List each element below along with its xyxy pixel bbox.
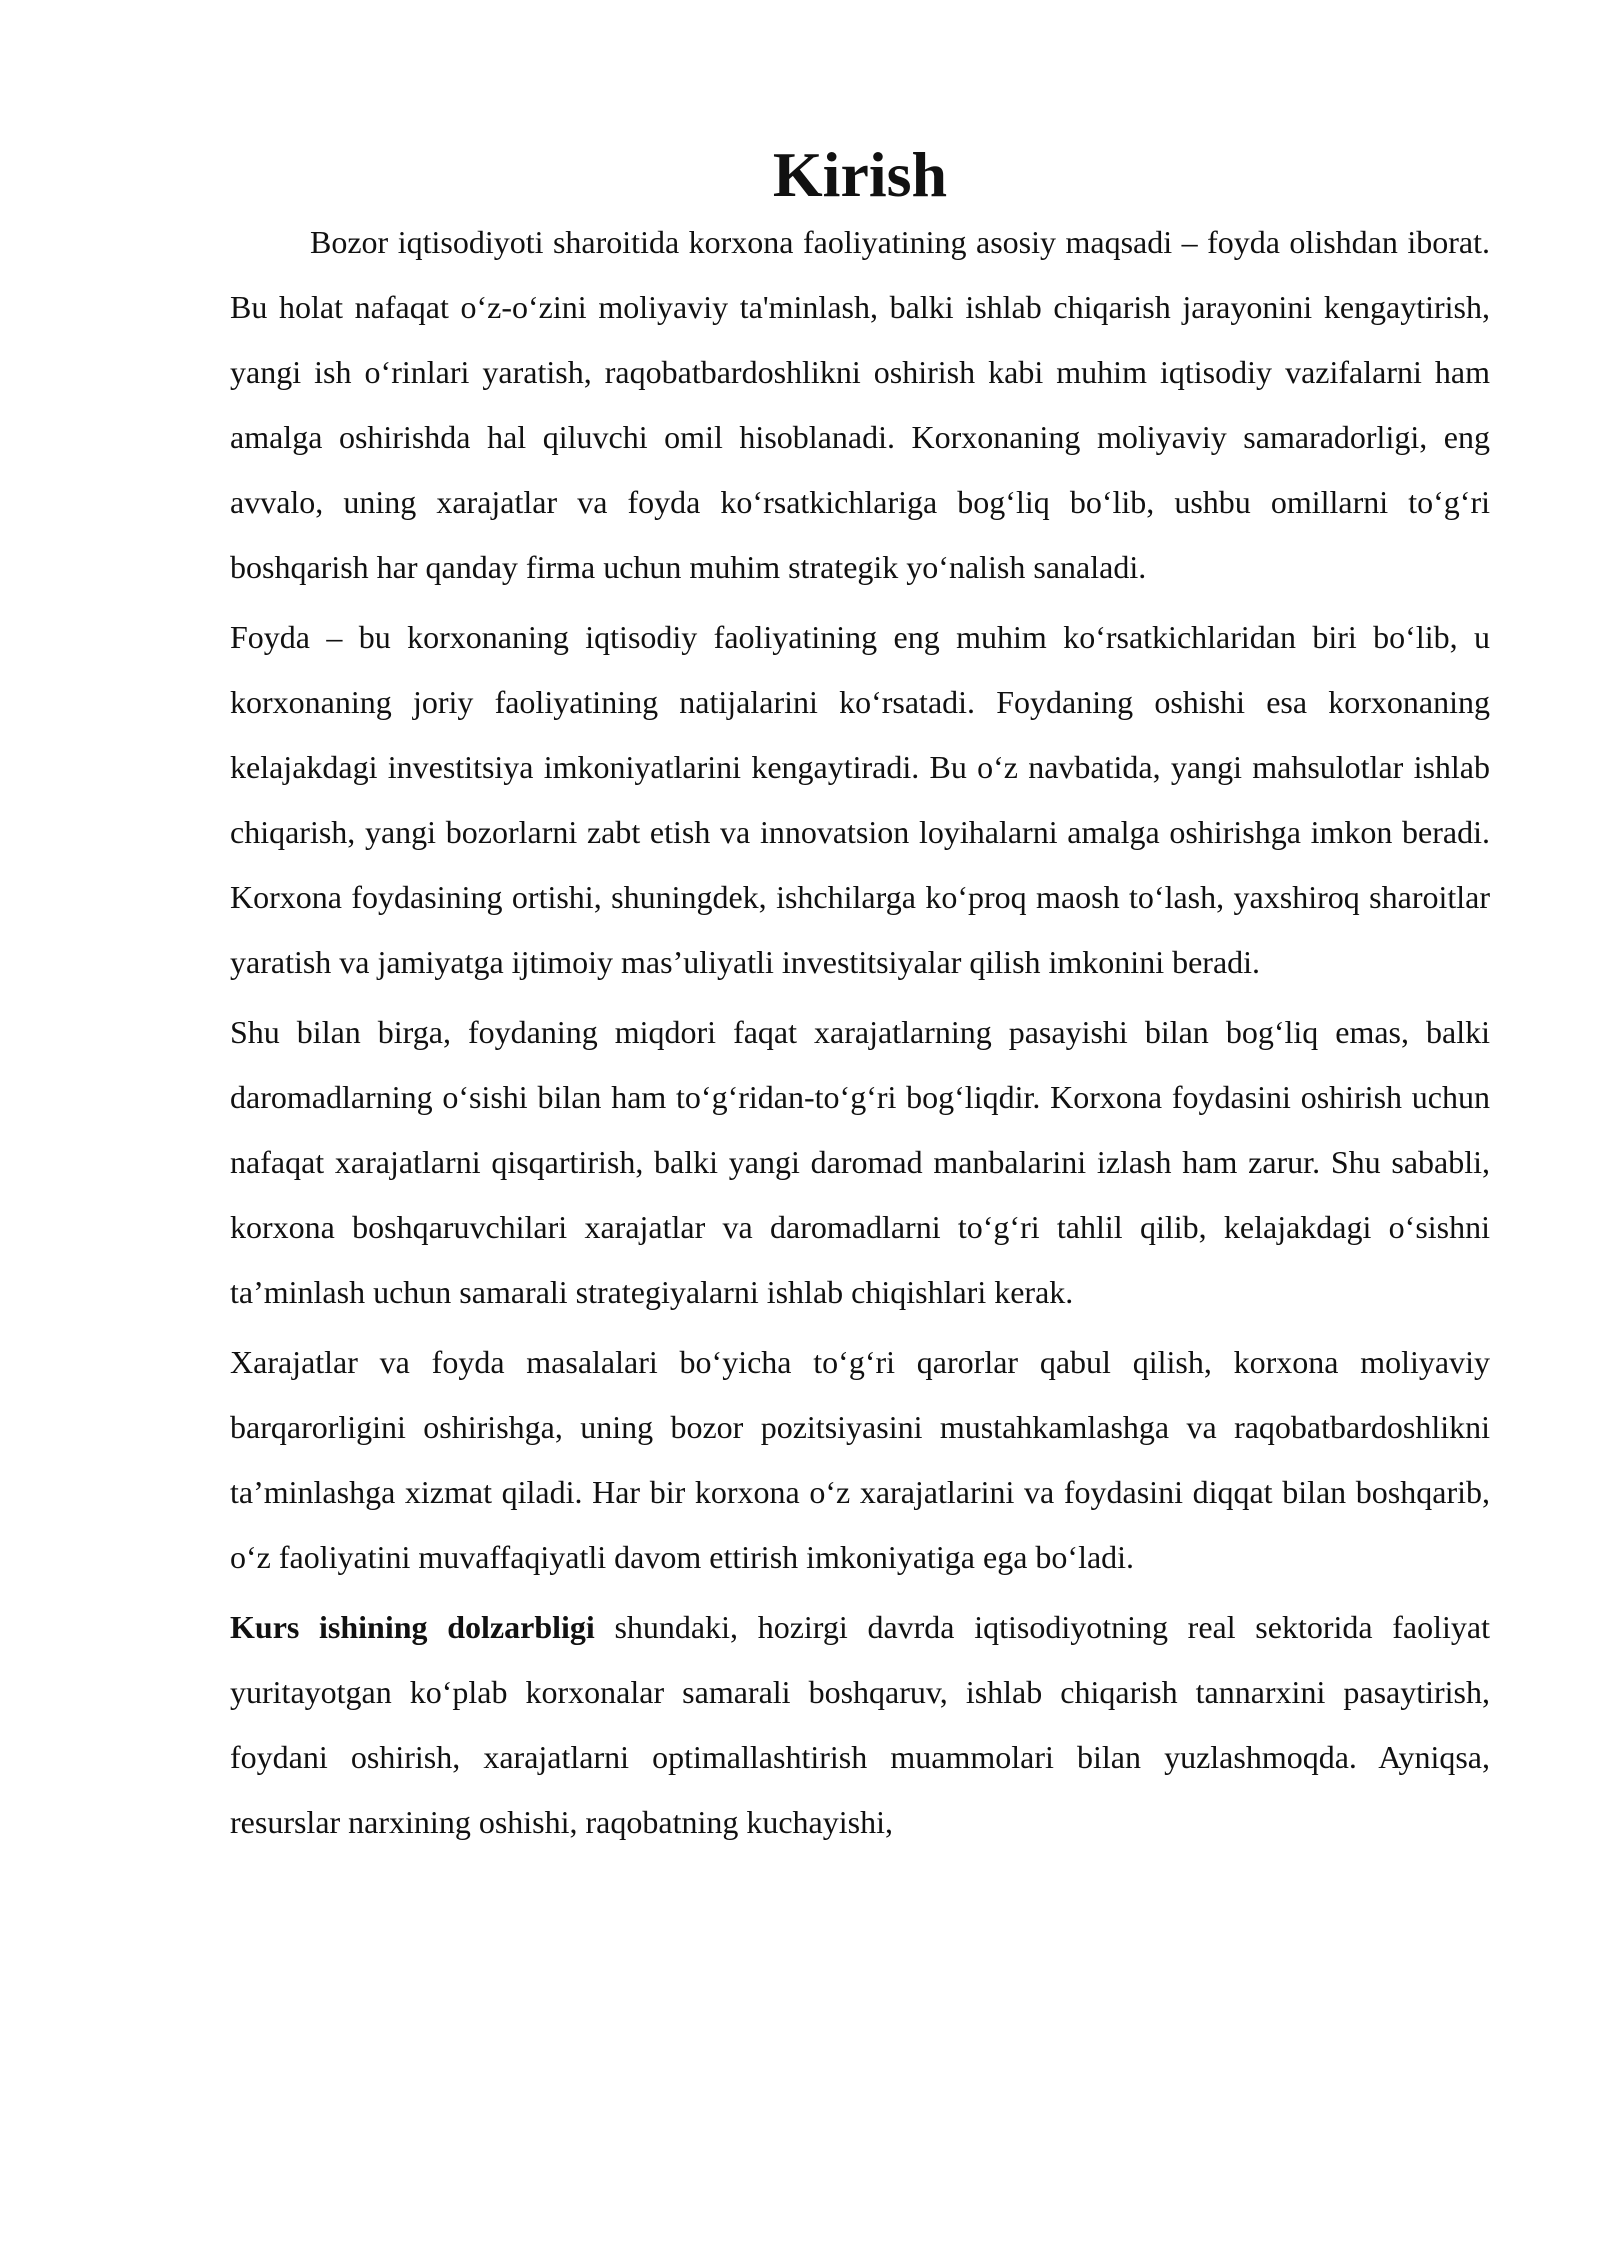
relevance-text: shundaki, hozirgi davrda iqtisodiyotning real sektorida faoliyat yuritayotgan ko‘plab korxonalar samarali boshqaruv, ishlab chiqarish tannarxini pasaytirish, foydani oshirish, xarajatlarni optimallashtirish muammolari bilan yuzlashmoqda. Ayniqsa, resurslar narxining oshishi, raqobatning kuchayishi,: [230, 1609, 1491, 1840]
paragraph-intro: Bozor iqtisodiyoti sharoitida korxona faoliyatining asosiy maqsadi – foyda olishdan iborat. Bu holat nafaqat o‘z-o‘zini moliyaviy ta'minlash, balki ishlab chiqarish jarayonini kengaytirish, yangi ish o‘rinlari yaratish, raqobatbardoshlikni oshirish kabi muhim iqtisodiy vazifalarni ham amalga oshirishda hal qiluvchi omil hisoblanadi. Korxonaning moliyaviy samaradorligi, eng avvalo, uning xarajatlar va foyda ko‘rsatkichlariga bog‘liq bo‘lib, ushbu omillarni to‘g‘ri boshqarish har qanday firma uchun muhim strategik yo‘nalish sanaladi.: [230, 224, 1490, 585]
page-title: Kirish: [772, 139, 948, 210]
document-body: [230, 139, 1491, 1855]
paragraph-revenue: Shu bilan birga, foydaning miqdori faqat xarajatlarning pasayishi bilan bog‘liq emas, balki daromadlarning o‘sishi bilan ham to‘g‘ridan-to‘g‘ri bog‘liqdir. Korxona foydasini oshirish uchun nafaqat xarajatlarni qisqartirish, balki yangi daromad manbalarini izlash ham zarur. Shu sababli, korxona boshqaruvchilari xarajatlar va daromadlarni to‘g‘ri tahlil qilib, kelajakdagi o‘sishni ta’minlash uchun samarali strategiyalarni ishlab chiqishlari kerak.: [230, 1014, 1490, 1310]
relevance-lead: Kurs ishining dolzarbligi: [230, 1609, 595, 1645]
paragraph-profit: Foyda – bu korxonaning iqtisodiy faoliyatining eng muhim ko‘rsatkichlaridan biri bo‘lib, u korxonaning joriy faoliyatining natijalarini ko‘rsatadi. Foydaning oshishi esa korxonaning kelajakdagi investitsiya imkoniyatlarini kengaytiradi. Bu o‘z navbatida, yangi mahsulotlar ishlab chiqarish, yangi bozorlarni zabt etish va innovatsion loyihalarni amalga oshirishga imkon beradi. Korxona foydasining ortishi, shuningdek, ishchilarga ko‘proq maosh to‘lash, yaxshiroq sharoitlar yaratish va jamiyatga ijtimoiy mas’uliyatli investitsiyalar qilish imkonini beradi.: [230, 619, 1490, 980]
paragraph-relevance: [230, 1595, 1490, 1855]
paragraph-decisions: Xarajatlar va foyda masalalari bo‘yicha to‘g‘ri qarorlar qabul qilish, korxona moliyaviy barqarorligini oshirishga, uning bozor pozitsiyasini mustahkamlashga va raqobatbardoshlikni ta’minlashga xizmat qiladi. Har bir korxona o‘z xarajatlarini va foydasini diqqat bilan boshqarib, o‘z faoliyatini muvaffaqiyatli davom ettirish imkoniyatiga ega bo‘ladi.: [230, 1344, 1490, 1575]
